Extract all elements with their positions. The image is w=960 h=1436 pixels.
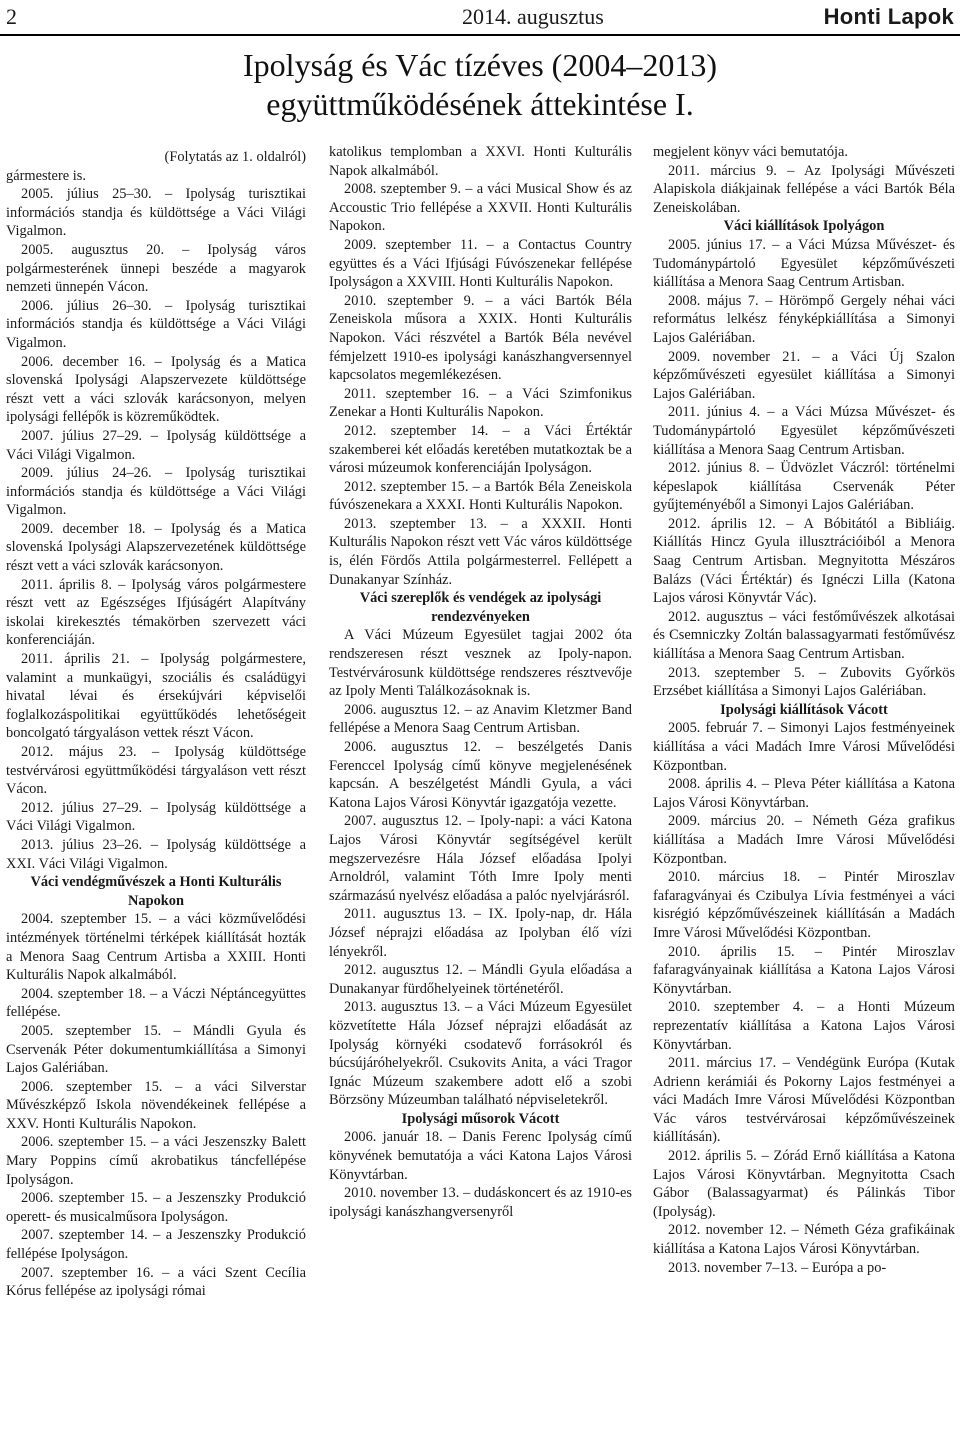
paragraph: 2013. november 7–13. – Európa a po- <box>668 1259 887 1276</box>
paragraph: 2005. augusztus 20. – Ipolyság város polgármesterének ünnepi beszéde a magyarok nemzeti ünnepén Vácon. <box>6 241 306 296</box>
paragraph: 2004. szeptember 18. – a Váczi Néptáncegyüttes fellépése. <box>6 985 306 1021</box>
paragraph: 2006. szeptember 15. – a váci Jeszenszky Balett Mary Poppins című akrobatikus táncfellépése Ipolyságon. <box>6 1134 306 1188</box>
paragraph: 2007. augusztus 12. – Ipoly-napi: a váci Katona Lajos Városi Könyvtár segítségével került megszervezésre Hála József előadása Ipolyi Arnoldról, valamint Tóth Imre Ipoly menti származású nyelvész előadása a palóc nyelvjárásról. <box>329 813 632 904</box>
paragraph: 2011. augusztus 13. – IX. Ipoly-nap, dr. Hála József néprajzi előadása az Ipolyban élő vízi lényekről. <box>329 906 632 960</box>
section-heading: Ipolysági kiállítások Vácott <box>720 701 888 718</box>
paragraph: 2007. szeptember 14. – a Jeszenszky Produkció fellépése Ipolyságon. <box>6 1227 306 1263</box>
paragraph: 2012. szeptember 15. – a Bartók Béla Zeneiskola fúvószenekara a XXXI. Honti Kulturális Napokon. <box>329 478 632 514</box>
paragraph: 2013. július 23–26. – Ipolyság küldöttsége a XXI. Váci Világi Vigalmon. <box>6 836 306 872</box>
text-column-2 <box>329 143 632 1221</box>
paragraph: 2005. június 17. – a Váci Múzsa Művészet- és Tudománypártoló Egyesület képzőművészeti kiállítása a Menora Saag Centrum Artisban. <box>653 236 955 291</box>
paragraph: (Folytatás az 1. oldalról) <box>164 149 306 165</box>
paragraph: 2006. szeptember 15. – a váci Silverstar Művészképző Iskola növendékeinek fellépése a XXV. Honti Kulturális Napokon. <box>6 1078 306 1132</box>
paragraph: 2012. augusztus 12. – Mándli Gyula előadása a Dunakanyar fürdőhelyeinek történetéről. <box>329 962 632 997</box>
paragraph: 2011. szeptember 16. – a Váci Szimfonikus Zenekar a Honti Kulturális Napokon. <box>329 385 632 421</box>
paragraph: katolikus templomban a XXVI. Honti Kulturális Napok alkalmából. <box>329 144 632 179</box>
section-heading: Váci vendégművészek a Honti Kulturális Napokon <box>30 874 282 909</box>
paragraph: 2008. május 7. – Hörömpő Gergely néhai váci református lelkész fényképkiállítása a Simonyi Lajos Galériában. <box>653 292 955 346</box>
paragraph: 2013. augusztus 13. – a Váci Múzeum Egyesület közvetítette Hála József néprajzi előadását az Ipolyság környéki csodatevő forrásokról és búcsújáróhelyekről. Csukovits Anita, a váci Tragor Ignác Múzeum szakembere adott elő a szobi Börzsöny Múzeumban található népviseletekről. <box>329 999 632 1109</box>
paragraph: 2010. március 18. – Pintér Miroszlav fafaragványai és Czibulya Lívia festményei a váci kisrégió képzőművészeinek kiállításán a Madách Imre Városi Művelődési Központban. <box>653 869 955 941</box>
paragraph: 2011. március 9. – Az Ipolysági Művészeti Alapiskola diákjainak fellépése a váci Bartók Béla Zeneiskolában. <box>653 162 955 216</box>
paragraph: 2006. augusztus 12. – az Anavim Kletzmer Band fellépése a Menora Saag Centrum Artisban. <box>329 701 632 737</box>
publication-name: Honti Lapok <box>823 4 954 29</box>
article-title-line-1: Ipolyság és Vác tízéves (2004–2013) <box>243 47 717 83</box>
page-number: 2 <box>6 4 17 29</box>
issue-date: 2014. augusztus <box>462 4 604 29</box>
paragraph: 2009. március 20. – Németh Géza grafikus kiállítása a Madách Imre Városi Művelődési Központban. <box>653 813 955 867</box>
paragraph: 2013. szeptember 13. – a XXXII. Honti Kulturális Napokon részt vett Vác város küldöttsége is, élén Fördős Attila polgármesterrel. Fellépett a Dunakanyar Színház. <box>329 515 632 588</box>
paragraph: A Váci Múzeum Egyesület tagjai 2002 óta rendszeresen részt vesznek az Ipoly-napon. Testvérvárosunk küldöttsége rendszeres résztvevője az Ipoly Menti Találkozásoknak is. <box>329 627 632 700</box>
paragraph: 2009. július 24–26. – Ipolyság turisztikai információs standja és küldöttsége a Váci Világi Vigalmon. <box>6 465 306 519</box>
paragraph: 2012. november 12. – Németh Géza grafikáinak kiállítása a Katona Lajos Városi Könyvtárban. <box>653 1222 955 1258</box>
paragraph: 2009. december 18. – Ipolyság és a Matica slovenská Ipolysági Alapszervezetének küldöttsége részt vett a váci szlovák karácsonyon. <box>6 520 306 575</box>
paragraph: 2006. augusztus 12. – beszélgetés Danis Ferenccel Ipolyság című könyve megjelenésének kapcsán. A beszélgetést Mándli Gyula, a váci Katona Lajos Városi Könyvtár igazgatója vezette. <box>329 739 632 811</box>
paragraph: 2012. június 8. – Üdvözlet Váczról: történelmi képeslapok kiállítása Cservenák Péter gyűjteményéből a Simonyi Lajos Galériában. <box>653 460 955 514</box>
paragraph: gármestere is. <box>6 167 86 184</box>
section-heading: Ipolysági műsorok Vácott <box>401 1110 560 1127</box>
paragraph: 2010. november 13. – dudáskoncert és az 1910-es ipolysági kanászhangversenyről <box>329 1185 632 1220</box>
paragraph: 2007. szeptember 16. – a váci Szent Cecília Kórus fellépése az ipolysági római <box>6 1264 306 1300</box>
paragraph: 2006. január 18. – Danis Ferenc Ipolyság című könyvének bemutatója a váci Katona Lajos Városi Könyvtárban. <box>329 1129 632 1183</box>
section-heading: Váci szereplők és vendégek az ipolysági rendezvényeken <box>359 590 602 625</box>
page-header <box>0 0 960 36</box>
paragraph: 2009. szeptember 11. – a Contactus Country együttes és a Váci Ifjúsági Fúvószenekar fellépése Ipolyságon a XXVIII. Honti Kulturális Napokon. <box>329 236 632 291</box>
paragraph: 2010. április 15. – Pintér Miroszlav fafaragványainak kiállítása a Katona Lajos Városi Könyvtárban. <box>653 943 955 997</box>
paragraph: 2012. április 12. – A Bóbitától a Bibliáig. Kiállítás Hincz Gyula illusztrációiból a Menora Saag Centrum Artisban. Megnyitotta Mészáros Balázs (Váci Értéktár) és Ignéczi Lilla (Katona Lajos városi Könyvtár Vác). <box>653 515 955 607</box>
paragraph: 2012. május 23. – Ipolyság küldöttsége testvérvárosi együttműködési tárgyaláson vett részt Vácon. <box>6 744 306 798</box>
paragraph: 2004. szeptember 15. – a váci közművelődési intézmények történelmi térképek kiállítását hozták a Menora Saag Centrum Artisba a XXIII. Honti Kulturális Napok alkalmából. <box>6 911 306 984</box>
text-column-1 <box>6 148 306 1301</box>
paragraph: 2012. július 27–29. – Ipolyság küldöttsége a Váci Világi Vigalmon. <box>6 799 306 835</box>
paragraph: 2005. július 25–30. – Ipolyság turisztikai információs standja és küldöttsége a Váci Világi Vigalmon. <box>6 186 306 240</box>
paragraph: 2011. április 8. – Ipolyság város polgármestere részt vett az Egészséges Ifjúságért Alapítvány iskolai kirekesztés témakörben szervezett váci konferenciáján. <box>6 576 306 649</box>
header-rule <box>0 34 960 36</box>
paragraph: 2008. szeptember 9. – a váci Musical Show és az Accoustic Trio fellépése a XXVII. Honti Kulturális Napokon. <box>329 181 632 235</box>
paragraph: 2005. szeptember 15. – Mándli Gyula és Cservenák Péter dokumentumkiállítása a Simonyi Lajos Galériában. <box>6 1022 306 1077</box>
paragraph: 2006. július 26–30. – Ipolyság turisztikai információs standja és küldöttsége a Váci Világi Vigalmon. <box>6 297 306 351</box>
paragraph: 2010. szeptember 9. – a váci Bartók Béla Zeneiskola műsora a XXIX. Honti Kulturális Napokon. Váci részvétel a Bartók Béla nevével fémjelzett 1910-es ipolysági kanászhangversennyel kapcsolatos megemlékezésen. <box>329 292 632 384</box>
paragraph: 2006. szeptember 15. – a Jeszenszky Produkció operett- és musicalműsora Ipolyságon. <box>6 1190 306 1225</box>
paragraph: 2012. április 5. – Zórád Ernő kiállítása a Katona Lajos Városi Könyvtárban. Megnyitotta Csach Gábor (Balassagyarmat) és Pálinkás Tibor (Ipolyság). <box>653 1148 955 1220</box>
paragraph: 2011. június 4. – a Váci Múzsa Művészet- és Tudománypártoló Egyesület képzőművészeti kiállítása a Menora Saag Centrum Artisban. <box>653 404 955 458</box>
article-title-line-2: együttműködésének áttekintése I. <box>266 86 694 122</box>
paragraph: 2005. február 7. – Simonyi Lajos festményeinek kiállítása a váci Madách Imre Városi Művelődési Központban. <box>653 720 955 774</box>
section-heading: Váci kiállítások Ipolyágon <box>723 218 885 235</box>
paragraph: 2006. december 16. – Ipolyság és a Matica slovenská Ipolysági Alapszervezete küldöttsége részt vett a váci szlovák karácsonyon, melyen ipolysági fellépők is közreműködtek. <box>6 353 306 426</box>
text-column-3 <box>653 143 955 1277</box>
paragraph: 2012. szeptember 14. – a Váci Értéktár szakemberei két előadás keretében mutatkoztak be a városi múzeumok konferenciáján Ipolyságon. <box>329 422 632 477</box>
paragraph: 2007. július 27–29. – Ipolyság küldöttsége a Váci Világi Vigalmon. <box>6 427 306 463</box>
paragraph: 2011. március 17. – Vendégünk Európa (Kutak Adrienn kerámiái és Pokorny Lajos festményei a váci Madách Imre Városi Művelődési Központban Vác város testvérvárosai képzőművészeinek kiállításán). <box>653 1055 955 1146</box>
paragraph: megjelent könyv váci bemutatója. <box>653 144 849 160</box>
paragraph: 2013. szeptember 5. – Zubovits Győrkös Erzsébet kiállítása a Simonyi Lajos Galériában. <box>653 664 955 700</box>
paragraph: 2012. augusztus – váci festőművészek alkotásai és Csemniczky Zoltán balassagyarmati festőművész kiállítása a Menora Saag Centrum Artisban. <box>653 608 955 663</box>
paragraph: 2008. április 4. – Pleva Péter kiállítása a Katona Lajos Városi Könyvtárban. <box>653 776 955 811</box>
paragraph: 2009. november 21. – a Váci Új Szalon képzőművészeti egyesület kiállítása a Simonyi Lajos Galériában. <box>653 348 955 402</box>
paragraph: 2011. április 21. – Ipolyság polgármestere, valamint a munkaügyi, szociális és családügyi hivatal lévai és érsekújvári képviselői foglalkozáspolitikai együttűködés lehetőségeit boncolgató tárgyaláson vettek részt Vácon. <box>6 651 306 742</box>
article-title <box>200 46 760 124</box>
paragraph: 2010. szeptember 4. – a Honti Múzeum reprezentatív kiállítása a Katona Lajos Városi Könyvtárban. <box>653 999 955 1053</box>
